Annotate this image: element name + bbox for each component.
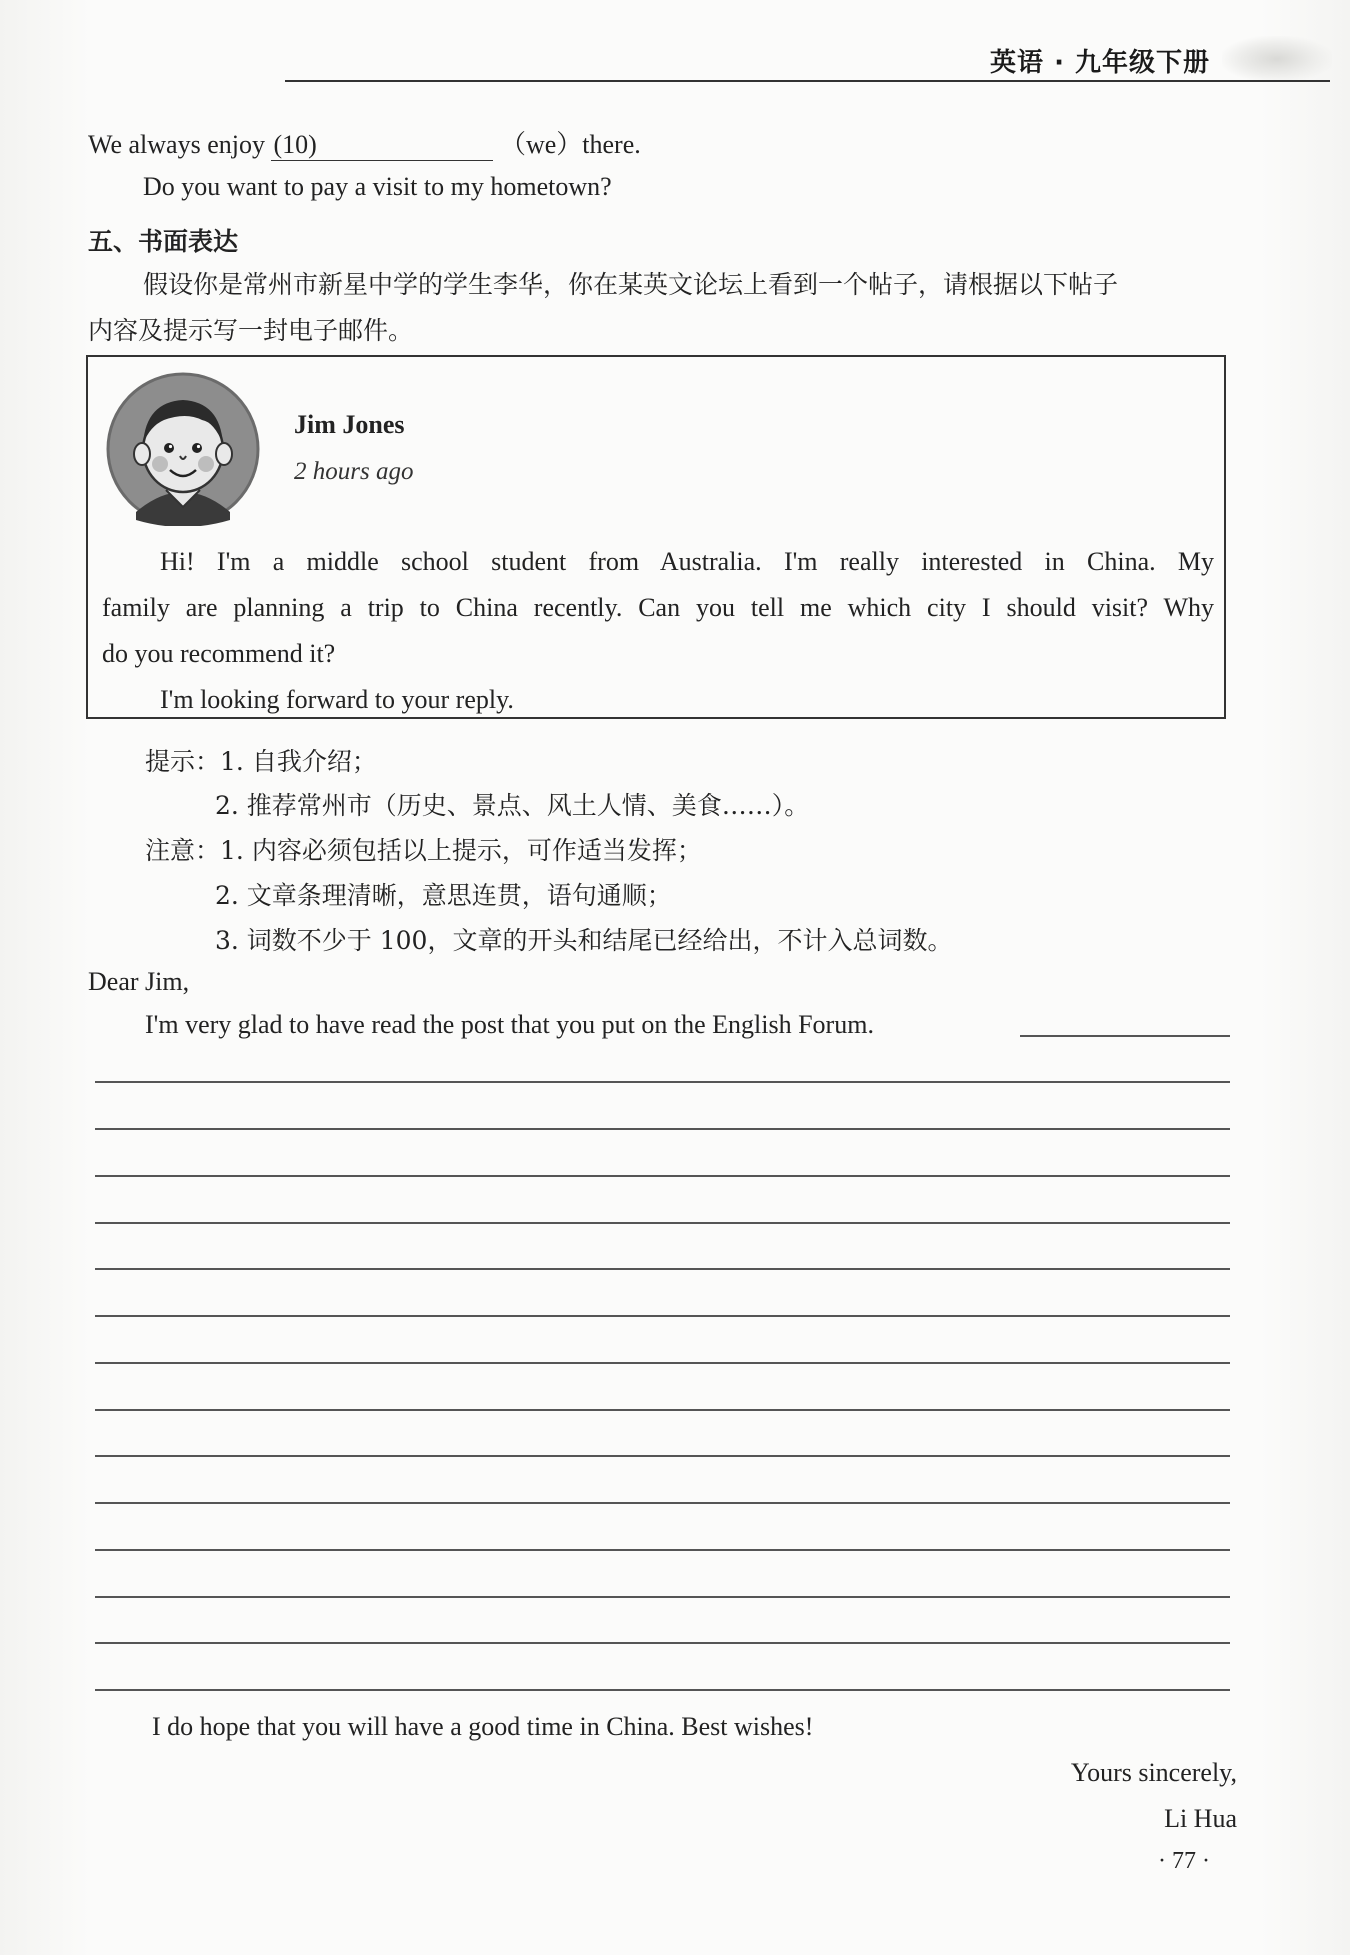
hint-item-1 — [145, 742, 377, 778]
note-text-1: 1. 内容必须包括以上提示，可作适当发挥； — [220, 836, 702, 865]
page-number: · 77 · — [1158, 1848, 1210, 1874]
instruction-line-1: 假设你是常州市新星中学的学生李华，你在某英文论坛上看到一个帖子，请根据以下帖子 — [143, 270, 1119, 299]
hint-item-2: 2. 推荐常州市（历史、景点、风土人情、美食……）。 — [215, 791, 810, 820]
answer-blank-10[interactable] — [271, 130, 493, 161]
notes-label: 注意： — [145, 836, 221, 865]
writing-line-3[interactable] — [95, 1175, 1230, 1177]
hint-text-1: 1. 自我介绍； — [220, 747, 377, 776]
letter-signoff: Yours sincerely, — [1070, 1758, 1237, 1787]
writing-line-7[interactable] — [95, 1362, 1230, 1364]
letter-opening: I'm very glad to have read the post that you put on the English Forum. — [145, 1010, 874, 1039]
note-item-2: 2. 文章条理清晰，意思连贯，语句通顺； — [215, 881, 672, 910]
letter-greeting: Dear Jim, — [88, 967, 190, 996]
blank-number: (10) — [273, 130, 317, 159]
avatar-icon — [106, 372, 260, 526]
post-timestamp: 2 hours ago — [294, 458, 414, 485]
exercise-line-prefix: We always enjoy — [88, 130, 265, 159]
post-author: Jim Jones — [294, 410, 405, 439]
writing-line-14[interactable] — [95, 1689, 1230, 1691]
note-item-1 — [145, 831, 702, 867]
writing-line-8[interactable] — [95, 1409, 1230, 1411]
writing-line-4[interactable] — [95, 1222, 1230, 1224]
letter-ending: I do hope that you will have a good time in China. Best wishes! — [152, 1712, 814, 1741]
post-closing: I'm looking forward to your reply. — [160, 685, 514, 714]
instruction-line-2: 内容及提示写一封电子邮件。 — [88, 316, 414, 345]
writing-line-0[interactable] — [1020, 1035, 1230, 1037]
writing-line-13[interactable] — [95, 1642, 1230, 1644]
header-rule — [285, 80, 1330, 82]
writing-line-1[interactable] — [95, 1081, 1230, 1083]
post-body-line-1: Hi! I'm a middle school student from Australia. I'm really interested in China. My — [160, 547, 1214, 576]
header-decoration — [1222, 36, 1332, 82]
writing-line-10[interactable] — [95, 1502, 1230, 1504]
writing-line-9[interactable] — [95, 1455, 1230, 1457]
hints-label: 提示： — [145, 747, 221, 776]
writing-line-2[interactable] — [95, 1128, 1230, 1130]
writing-line-12[interactable] — [95, 1596, 1230, 1598]
exercise-line-10 — [88, 124, 641, 161]
note-item-3: 3. 词数不少于 100，文章的开头和结尾已经给出，不计入总词数。 — [215, 926, 953, 955]
writing-line-5[interactable] — [95, 1268, 1230, 1270]
post-body-line-2: family are planning a trip to China recently. Can you tell me which city I should visit? Why — [102, 593, 1214, 622]
section-heading: 五、书面表达 — [88, 227, 239, 256]
exercise-closing-line: Do you want to pay a visit to my hometown? — [143, 172, 612, 201]
post-body-line-3: do you recommend it? — [102, 639, 336, 668]
exercise-line-suffix: （we）there. — [499, 130, 641, 159]
book-title: 英语 · 九年级下册 — [990, 48, 1210, 78]
writing-line-6[interactable] — [95, 1315, 1230, 1317]
writing-line-11[interactable] — [95, 1549, 1230, 1551]
letter-signature: Li Hua — [1164, 1804, 1237, 1833]
